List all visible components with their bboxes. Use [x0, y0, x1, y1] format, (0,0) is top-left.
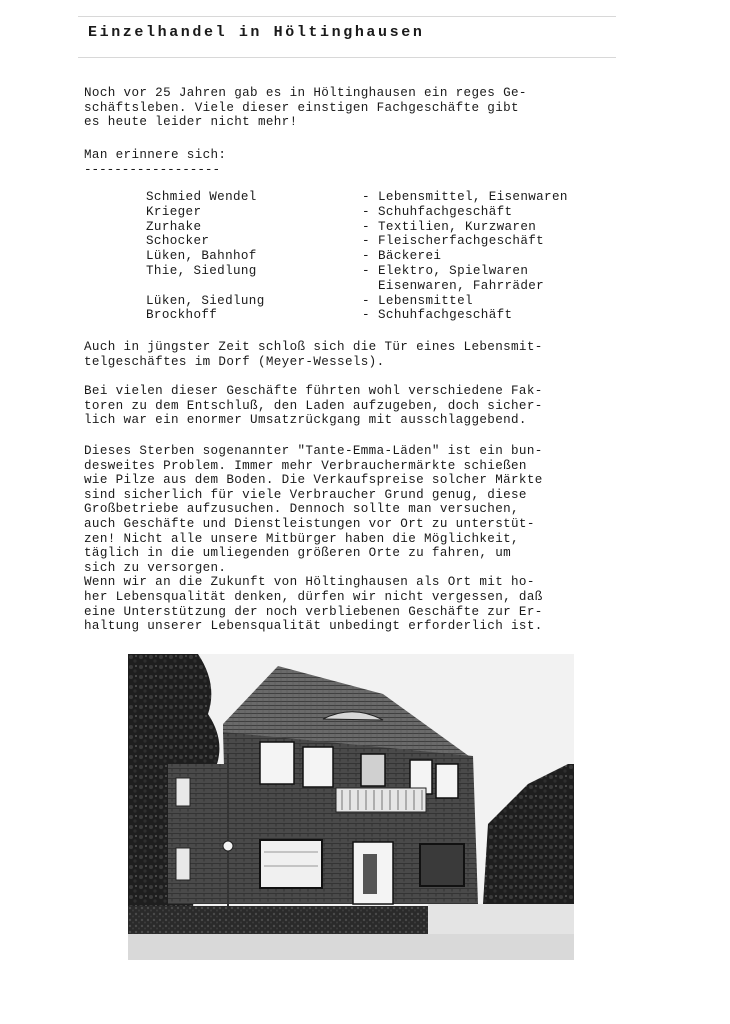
- shop-row: [146, 220, 616, 235]
- shop-goods: Textilien, Kurzwaren: [378, 219, 537, 234]
- shop-goods: Bäckerei: [378, 249, 442, 264]
- shop-goods: Lebensmittel, Eisenwaren: [378, 190, 568, 204]
- shop-name: Thie, Siedlung: [146, 263, 257, 278]
- shop-dash: -: [362, 204, 370, 219]
- shop-name: Brockhoff: [146, 308, 218, 323]
- house-photo: [128, 654, 574, 960]
- shop-row: [146, 190, 616, 205]
- shop-dash: -: [362, 308, 370, 323]
- shop-row: [146, 234, 616, 249]
- shop-row: [146, 205, 616, 220]
- shop-goods: Schuhfachgeschäft: [378, 308, 513, 323]
- remember-heading: Man erinnere sich:: [84, 148, 227, 162]
- problem-paragraph: Dieses Sterben sogenannter "Tante-Emma-Läden" ist ein bun- desweites Problem. Immer mehr Verbrauchermärkte schießen wie Pilze aus dem Boden. Die Verkaufspreise solcher Märkte sind sicherlich für viele Verbraucher Grund genug, diese Großbetriebe aufzusuchen. Dennoch sollte man versuchen, auch Geschäfte und Dienstleistungen vor Ort zu unterstüt- zen! Nicht alle unsere Mitbürger haben die Möglichkeit, täglich in die umliegenden größeren Orte zu fahren, um sich zu versorgen. Wenn wir an die Zukunft von Höltinghausen als Ort mit ho- her Lebensqualität denken, dürfen wir nicht vergessen, daß eine Unterstützung der noch verbliebenen Geschäfte zur Er- haltung unserer Lebensqualität unbedingt erforderlich ist.: [84, 444, 543, 634]
- shop-name: Lüken, Bahnhof: [146, 249, 257, 264]
- closing-paragraph: Auch in jüngster Zeit schloß sich die Tür eines Lebensmit- telgeschäftes im Dorf (Meyer-Wessels).: [84, 340, 543, 369]
- shop-dash: -: [362, 263, 370, 278]
- shop-name: Schocker: [146, 234, 210, 249]
- shop-name: Zurhake: [146, 219, 202, 234]
- shop-name: Schmied Wendel: [146, 190, 257, 204]
- shop-row: [146, 249, 616, 264]
- shop-dash: -: [362, 249, 370, 264]
- intro-paragraph: Noch vor 25 Jahren gab es in Höltinghausen ein reges Ge- schäftsleben. Viele dieser einstigen Fachgeschäfte gibt es heute leider nicht mehr!: [84, 86, 527, 130]
- shop-goods: Lebensmittel: [378, 293, 473, 308]
- house-photo-illustration: [128, 654, 574, 960]
- heading-underline: ------------------: [84, 163, 221, 177]
- shop-row: [146, 308, 616, 323]
- reasons-paragraph: Bei vielen dieser Geschäfte führten wohl verschiedene Fak- toren zu dem Entschluß, den Laden aufzugeben, doch sicher- lich war ein enormer Umsatzrückgang mit ausschlaggebend.: [84, 384, 543, 428]
- shop-goods: Schuhfachgeschäft: [378, 204, 513, 219]
- shop-name: Lüken, Siedlung: [146, 293, 265, 308]
- page-title: Einzelhandel in Höltinghausen: [88, 24, 425, 41]
- hedge: [128, 906, 428, 934]
- shop-goods: Elektro, Spielwaren Eisenwaren, Fahrräder: [378, 263, 545, 293]
- shop-row: [146, 294, 616, 309]
- shop-dash: -: [362, 293, 370, 308]
- shop-dash: -: [362, 190, 370, 204]
- shop-name: Krieger: [146, 204, 202, 219]
- shop-row: [146, 264, 616, 294]
- shop-dash: -: [362, 234, 370, 249]
- sidewalk: [128, 934, 574, 960]
- shop-list: [146, 190, 616, 323]
- shop-dash: -: [362, 219, 370, 234]
- shop-goods: Fleischerfachgeschäft: [378, 234, 545, 249]
